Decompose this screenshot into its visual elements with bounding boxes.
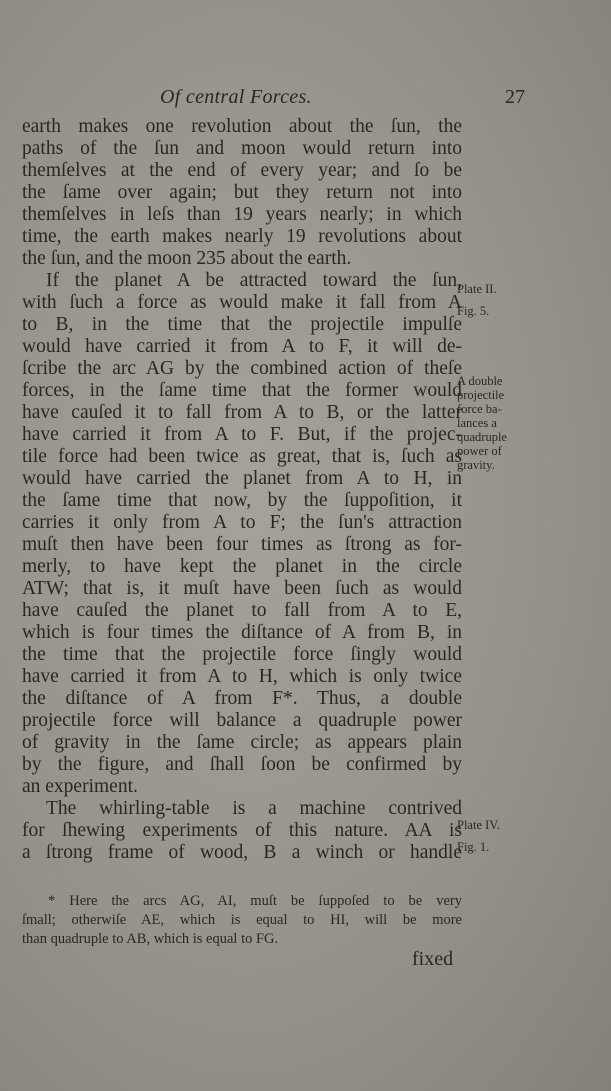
body-line: an experiment. xyxy=(22,776,138,797)
margin-fig-label: Fig. 1. xyxy=(457,840,490,854)
body-line: have carried it from A to F. But, if the projec- xyxy=(22,424,462,445)
body-line: carries it only from A to F; the ſun's attraction xyxy=(22,512,462,533)
body-line: for ſhewing experiments of this nature. AA is xyxy=(22,820,462,841)
margin-note-line: force ba- xyxy=(457,402,502,416)
running-title: Of central Forces. xyxy=(160,86,312,108)
body-line: muſt then have been four times as ſtrong as for- xyxy=(22,534,462,555)
body-line: projectile force will balance a quadruple power xyxy=(22,710,462,731)
page-number: 27 xyxy=(505,86,525,108)
body-line: paths of the ſun and moon would return into xyxy=(22,138,462,159)
margin-note-plate-ii xyxy=(457,282,497,296)
margin-note-line: quadruple xyxy=(457,430,507,444)
footnote-line: ſmall; otherwiſe AE, which is equal to HI, will be more xyxy=(22,912,462,928)
catchword: fixed xyxy=(412,948,454,970)
body-line: have cauſed the planet to fall from A to E, xyxy=(22,600,462,621)
margin-side-note xyxy=(457,374,507,472)
body-line: themſelves at the end of every year; and ſo be xyxy=(22,160,462,181)
body-line: earth makes one revolution about the ſun, the xyxy=(22,116,462,137)
margin-plate-label: Plate II. xyxy=(457,282,497,296)
body-line: the diſtance of A from F*. Thus, a double xyxy=(22,688,462,709)
margin-note-line: projectile xyxy=(457,388,505,402)
margin-note-line: lances a xyxy=(457,416,497,430)
margin-note-fig-5 xyxy=(457,304,489,318)
body-line: which is four times the diſtance of A from B, in xyxy=(22,622,462,643)
body-text xyxy=(22,116,462,864)
footnote xyxy=(22,892,462,949)
body-line: by the figure, and ſhall ſoon be confirmed by xyxy=(22,754,462,775)
body-line: ſcribe the arc AG by the combined action of theſe xyxy=(22,358,462,379)
body-line: forces, in the ſame time that the former would xyxy=(22,380,462,401)
body-line: ATW; that is, it muſt have been ſuch as would xyxy=(22,578,462,599)
margin-fig-label: Fig. 5. xyxy=(457,304,490,318)
body-line: a ſtrong frame of wood, B a winch or handle xyxy=(22,842,462,863)
body-line: have cauſed it to fall from A to B, or the latter xyxy=(22,402,462,423)
footnote-line: * Here the arcs AG, AI, muſt be ſuppoſed to be very xyxy=(48,893,462,909)
body-line: time, the earth makes nearly 19 revolutions about xyxy=(22,226,462,247)
margin-note-line: A double xyxy=(457,374,503,388)
body-line: the ſame over again; but they return not into xyxy=(22,182,462,203)
margin-note-plate-iv xyxy=(457,818,500,832)
body-line: the ſun, and the moon 235 about the earth. xyxy=(22,248,352,269)
margin-note-line: power of xyxy=(457,444,502,458)
body-line: have carried it from A to H, which is only twice xyxy=(22,666,462,687)
body-line: tile force had been twice as great, that is, ſuch as xyxy=(22,446,462,467)
body-line: to B, in the time that the projectile impulſe xyxy=(22,314,462,335)
body-line: merly, to have kept the planet in the circle xyxy=(22,556,462,577)
footnote-line: than quadruple to AB, which is equal to FG. xyxy=(22,931,279,947)
body-line: would have carried it from A to F, it will de- xyxy=(22,336,462,357)
body-line: the ſame time that now, by the ſuppoſition, it xyxy=(22,490,462,511)
body-line: of gravity in the ſame circle; as appears plain xyxy=(22,732,462,753)
body-line: the time that the projectile force ſingly would xyxy=(22,644,462,665)
body-line: would have carried the planet from A to H, in xyxy=(22,468,462,489)
margin-note-fig-1 xyxy=(457,840,489,854)
body-line: If the planet A be attracted toward the ſun, xyxy=(46,270,462,291)
margin-note-line: gravity. xyxy=(457,458,495,472)
body-line: The whirling-table is a machine contrived xyxy=(46,798,462,819)
margin-plate-label: Plate IV. xyxy=(457,818,500,832)
body-line: with ſuch a force as would make it fall from A xyxy=(22,292,462,313)
body-line: themſelves in leſs than 19 years nearly; in which xyxy=(22,204,462,225)
